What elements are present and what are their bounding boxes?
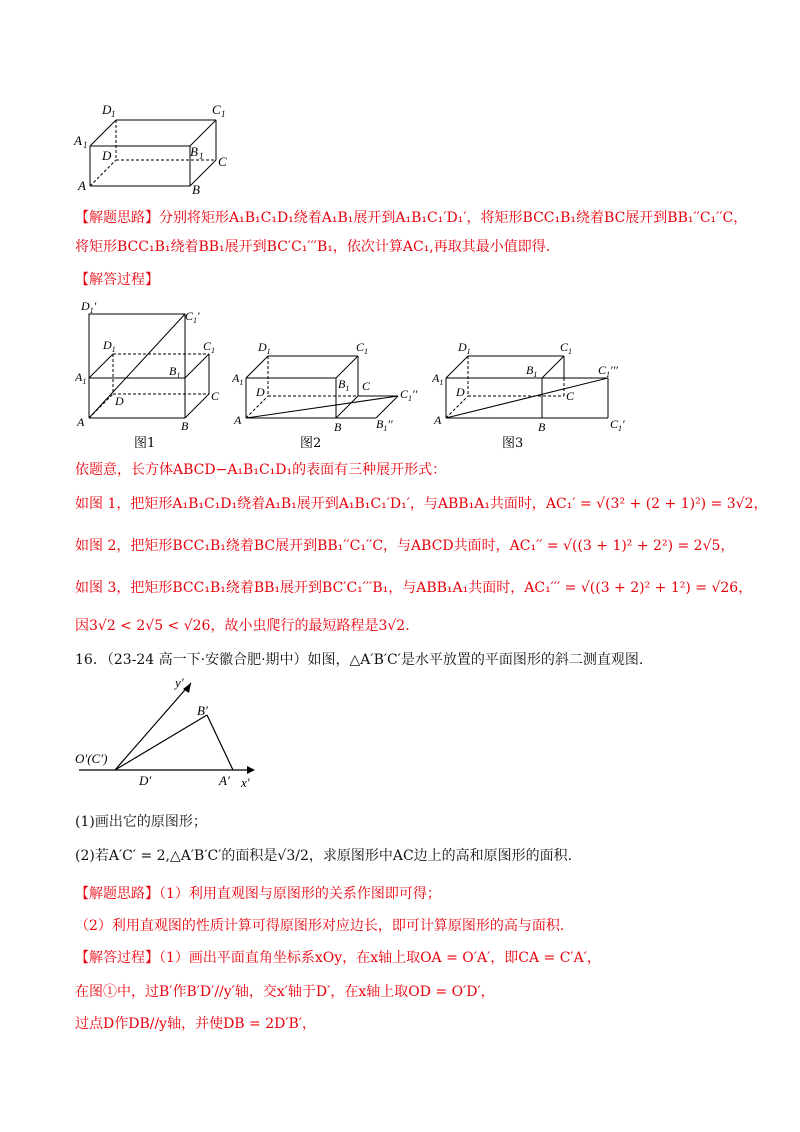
f1-label-d: D (115, 394, 124, 408)
solution-intro: 依题意，长方体ABCD−A₁B₁C₁D₁的表面有三种展开形式： (75, 462, 447, 478)
f2-label-d: D (256, 385, 265, 399)
fig16-label-o: O′(C′) (75, 751, 108, 766)
thought2-tag: 【解题思路】 (75, 886, 159, 902)
f3-label-c1: $C_1$ (560, 340, 573, 356)
label-d1: D (102, 102, 112, 117)
process2-tag: 【解答过程】 (75, 950, 159, 966)
f1-label-c: C (211, 389, 220, 403)
f1-label-c1: $C_1$ (203, 339, 216, 355)
caption-fig3: 图3 (502, 436, 524, 451)
thought2-line1 (75, 884, 441, 904)
sub-b1: 1 (199, 151, 204, 161)
problem16-q2: (2)若A′C′ = 2,△A′B′C′的面积是√3/2，求原图形中AC边上的高和原图形的面积. (75, 848, 573, 864)
f2-label-c1pp: $C_1''$ (400, 387, 418, 403)
f2-label-d1: $D_1$ (258, 340, 271, 356)
f1-label-b1: $B_1$ (169, 364, 181, 380)
f3-label-d: D (456, 385, 465, 399)
thought1-tag: 【解题思路】 (75, 210, 159, 226)
f2-label-c: C (362, 379, 371, 393)
f2-label-b1pp: $B_1''$ (376, 417, 393, 433)
label-a1: A (74, 133, 82, 148)
fig16-label-a: A′ (219, 773, 230, 788)
solution-case2: 如图 2，把矩形BCC₁B₁绕着BC展开到BB₁′′C₁′′C，与ABCD共面时，AC₁′′ = √((3 + 1)² + 2²) = 2√5， (75, 538, 735, 554)
unfold-figure-1 (75, 298, 230, 433)
solution-case1: 如图 1，把矩形A₁B₁C₁D₁绕着A₁B₁展开到A₁B₁C₁′D₁′，与ABB₁A₁共面时，AC₁′ = √(3² + (2 + 1)²) = 3√2， (75, 496, 768, 512)
problem16-q1: (1)画出它的原图形； (75, 814, 207, 830)
process2-line1 (75, 948, 601, 968)
thought2-text1: （1）利用直观图与原图形的关系作图即可得； (159, 886, 441, 902)
unfold-figure-3 (432, 338, 642, 433)
cuboid-figure (72, 98, 242, 198)
label-c: C (218, 154, 227, 169)
f1-label-d1: $D_1$ (103, 338, 116, 354)
f3-label-c1ppp: $C_1'''$ (598, 363, 618, 379)
fig16-label-d: D′ (139, 773, 152, 788)
f1-label-a: A (77, 415, 85, 429)
sub-a1: 1 (83, 140, 88, 150)
solution-conclusion: 因3√2 < 2√5 < √26，故小虫爬行的最短路程是3√2. (75, 618, 410, 634)
problem16-stem: 16．（23-24 高一下·安徽合肥·期中）如图，△A′B′C′是水平放置的平面图形的斜二测直观图. (75, 652, 644, 668)
f1-label-c1p: $C_1'$ (185, 309, 200, 325)
thought1-line1 (75, 208, 747, 228)
solution-case3: 如图 3，把矩形BCC₁B₁绕着BB₁展开到BC′C₁′′′B₁，与ABB₁A₁共面时，AC₁′′′ = √((3 + 2)² + 1²) = √26， (75, 580, 753, 596)
f3-label-b: B (538, 420, 546, 433)
f3-label-b1: $B_1$ (526, 363, 538, 379)
f1-label-b: B (181, 419, 189, 433)
f3-label-a1: $A_1$ (432, 371, 444, 387)
sub-d1: 1 (111, 109, 116, 119)
process1-tag: 【解答过程】 (75, 272, 159, 288)
caption-fig2: 图2 (300, 436, 322, 451)
thought1-line2: 将矩形BCC₁B₁绕着BB₁展开到BC′C₁′′′B₁，依次计算AC₁,再取其最小值即得. (75, 239, 551, 255)
f2-label-a1: $A_1$ (232, 371, 244, 387)
label-c1: C (212, 102, 221, 117)
fig16-label-b: B′ (197, 703, 208, 718)
label-d: D (102, 148, 112, 163)
label-a: A (78, 178, 86, 193)
oblique-view-figure (75, 675, 275, 795)
f2-label-b1: $B_1$ (338, 377, 350, 393)
fig16-label-y: y′ (175, 675, 184, 690)
thought2-line2: （2）利用直观图的性质计算可得原图形对应边长，即可计算原图形的高与面积. (75, 918, 565, 934)
label-b: B (192, 182, 200, 197)
thought1-text1: 分别将矩形A₁B₁C₁D₁绕着A₁B₁展开到A₁B₁C₁′D₁′，将矩形BCC₁B₁绕着BC展开到BB₁′′C₁′′C， (159, 210, 748, 226)
process2-line3: 过点D作DB//y轴，并使DB = 2D′B′， (75, 1016, 317, 1032)
x-axis-arrow-icon (247, 766, 255, 774)
f2-label-b: B (334, 420, 342, 433)
f2-label-a: A (234, 413, 242, 427)
label-b1: B (190, 144, 198, 159)
process2-line2: 在图①中，过B′作B′D′//y′轴，交x′轴于D′，在x轴上取OD = O′D′， (75, 984, 495, 1000)
sub-c1: 1 (221, 109, 226, 119)
process2-text1: （1）画出平面直角坐标系xOy，在x轴上取OA = O′A′，即CA = C′A′， (159, 950, 601, 966)
f2-label-c1: $C_1$ (356, 340, 369, 356)
f1-label-a1: $A_1$ (75, 370, 87, 386)
f3-label-c: C (566, 389, 575, 403)
f3-label-a: A (434, 413, 442, 427)
f1-label-d1p: $D_1'$ (81, 299, 97, 315)
f3-label-c1p: $C_1'$ (610, 417, 625, 433)
caption-fig1: 图1 (134, 436, 156, 451)
fig16-label-x: x′ (241, 775, 250, 790)
unfold-figure-2 (232, 338, 422, 433)
f3-label-d1: $D_1$ (458, 340, 471, 356)
